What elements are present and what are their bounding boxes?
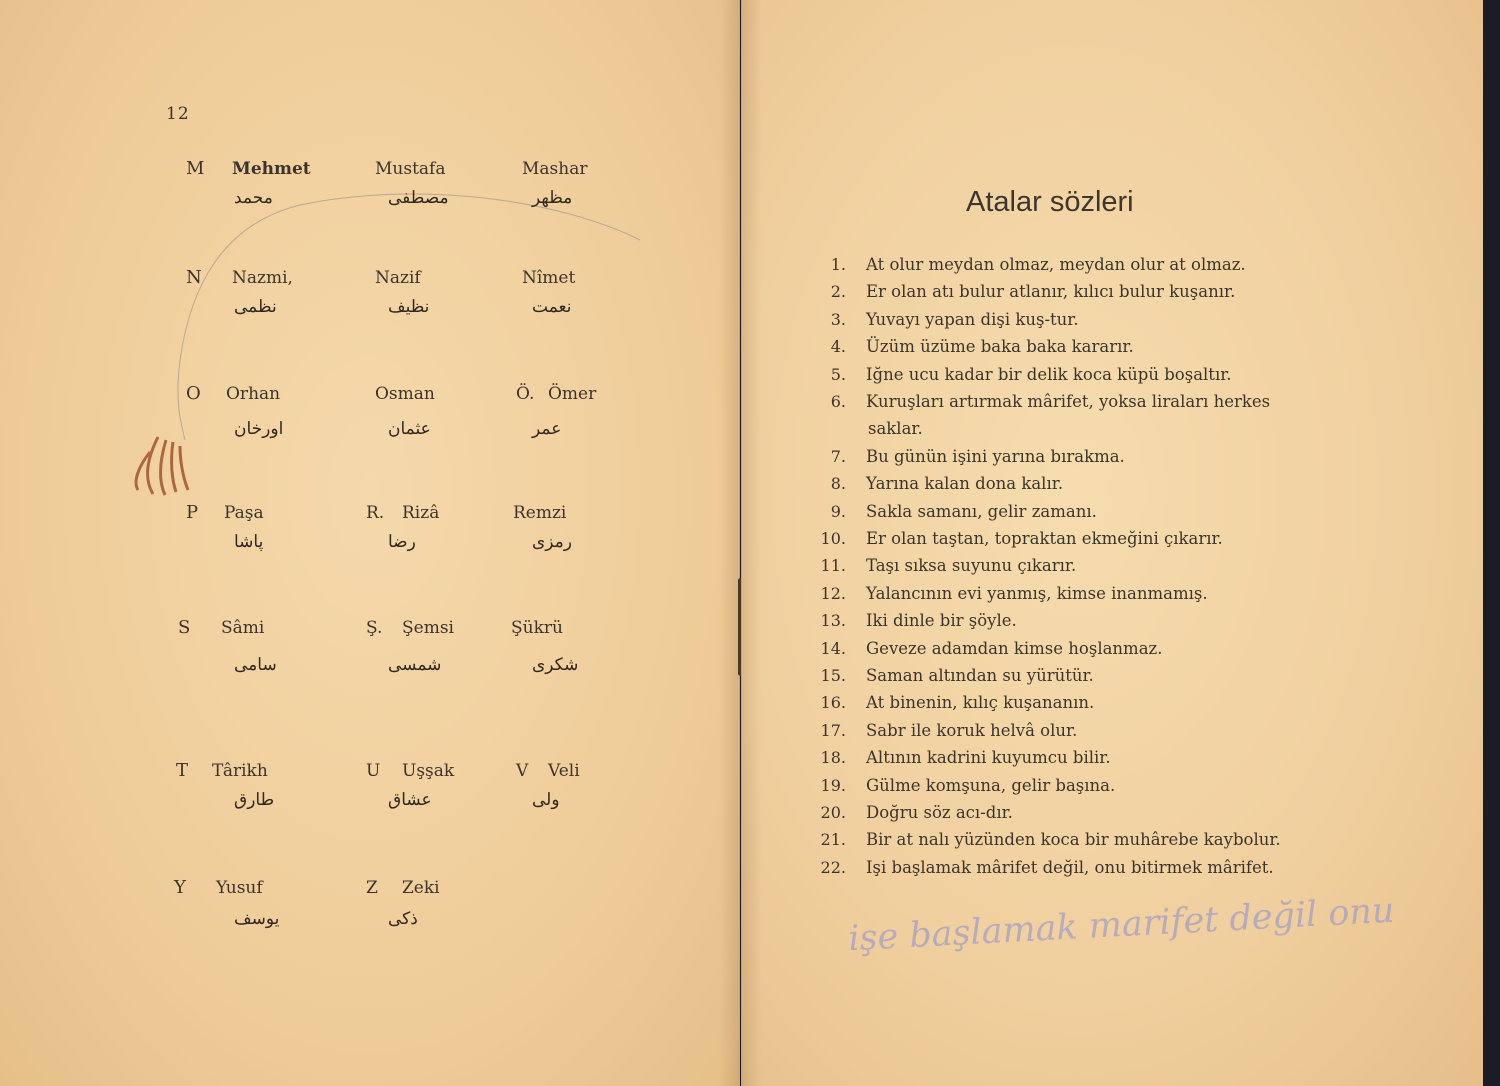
latin-name: Şemsi bbox=[402, 618, 454, 638]
proverb-text: Gülme komşuna, gelir başına. bbox=[866, 775, 1116, 795]
arabic-name: نظيف bbox=[388, 297, 430, 317]
proverb-number: 13. bbox=[820, 611, 846, 631]
latin-name: Ömer bbox=[548, 384, 597, 404]
proverb-text: Iki dinle bir şöyle. bbox=[866, 611, 1017, 631]
latin-name: Paşa bbox=[224, 503, 264, 523]
proverb-text: Er olan taştan, topraktan ekmeğini çıkarır. bbox=[866, 529, 1223, 548]
latin-name: Orhan bbox=[226, 384, 281, 404]
proverb-text: Geveze adamdan kimse hoşlanmaz. bbox=[866, 638, 1163, 658]
gutter-shadow-right bbox=[742, 0, 762, 1086]
proverb-text: Yalancının evi yanmış, kimse inanmamış. bbox=[866, 583, 1208, 603]
latin-name: Şükrü bbox=[511, 618, 563, 638]
latin-name: Mustafa bbox=[375, 159, 446, 179]
left-page bbox=[0, 0, 740, 1086]
proverb-number: 15. bbox=[820, 666, 846, 685]
proverb-number: 17. bbox=[820, 720, 846, 740]
proverb-text: Üzüm üzüme baka baka kararır. bbox=[866, 337, 1134, 357]
proverb-text: Saman altından su yürütür. bbox=[866, 666, 1094, 685]
background-edge bbox=[1483, 0, 1500, 1086]
proverb-text: Sabr ile koruk helvâ olur. bbox=[866, 720, 1078, 740]
latin-name: Mashar bbox=[522, 159, 588, 179]
proverb-text: Er olan atı bulur atlanır, kılıcı bulur kuşanır. bbox=[866, 282, 1236, 302]
page-title: Atalar sözleri bbox=[966, 186, 1134, 218]
proverb-number: 22. bbox=[820, 857, 846, 877]
latin-name: Nazif bbox=[375, 268, 421, 288]
proverb-number: 9. bbox=[830, 501, 846, 521]
name-prefix: Z bbox=[366, 878, 378, 898]
arabic-name: عشاق bbox=[388, 790, 432, 810]
proverb-text: Bu günün işini yarına bırakma. bbox=[866, 446, 1125, 466]
arabic-name: مظهر bbox=[532, 188, 573, 208]
proverb-text: Yuvayı yapan dişi kuş-tur. bbox=[866, 309, 1079, 329]
arabic-name: طارق bbox=[234, 790, 275, 810]
proverb-text: Kuruşları artırmak mârifet, yoksa liraları herkes bbox=[866, 392, 1271, 411]
ink-smudge bbox=[118, 432, 208, 502]
name-prefix: R. bbox=[366, 503, 385, 523]
latin-name: Veli bbox=[548, 761, 580, 781]
proverb-number: 4. bbox=[830, 337, 846, 357]
handwritten-pencil-note: işe başlamak marifet değil onu bbox=[847, 890, 1396, 960]
arabic-name: اورخان bbox=[234, 419, 284, 439]
proverb-number: 3. bbox=[830, 309, 846, 329]
arabic-name: رمزى bbox=[532, 532, 573, 552]
proverb-text: At binenin, kılıç kuşananın. bbox=[866, 693, 1095, 713]
alphabet-letter: T bbox=[176, 760, 189, 781]
name-prefix: Ö. bbox=[516, 384, 535, 404]
proverb-text: saklar. bbox=[868, 419, 923, 439]
arabic-name: پاشا bbox=[234, 532, 264, 552]
arabic-name: رضا bbox=[388, 532, 416, 552]
latin-name: Mehmet bbox=[232, 159, 311, 179]
arabic-name: ذكى bbox=[388, 909, 418, 929]
proverb-number: 1. bbox=[830, 255, 846, 274]
proverb-text: Yarına kalan dona kalır. bbox=[866, 474, 1064, 494]
arabic-name: شكرى bbox=[532, 655, 579, 675]
alphabet-letter: Y bbox=[174, 877, 186, 898]
proverb-number: 14. bbox=[820, 638, 846, 658]
alphabet-letter: S bbox=[178, 617, 191, 638]
proverb-text: At olur meydan olmaz, meydan olur at olmaz. bbox=[866, 255, 1246, 274]
latin-name: Osman bbox=[375, 384, 435, 404]
proverb-number: 8. bbox=[830, 474, 846, 494]
proverb-text: Doğru söz acı-dır. bbox=[866, 803, 1013, 822]
pencil-scribble-line bbox=[0, 0, 740, 1086]
proverb-text: Sakla samanı, gelir zamanı. bbox=[866, 501, 1097, 521]
alphabet-letter: M bbox=[186, 158, 205, 179]
proverb-number: 19. bbox=[820, 775, 846, 795]
proverb-text: Iğne ucu kadar bir delik koca küpü boşaltır. bbox=[866, 364, 1232, 384]
latin-name: Uşşak bbox=[402, 761, 455, 781]
proverb-text: Altının kadrini kuyumcu bilir. bbox=[866, 748, 1111, 768]
alphabet-letter: N bbox=[186, 267, 202, 288]
proverb-number: 16. bbox=[820, 693, 846, 713]
arabic-name: مصطفى bbox=[388, 188, 449, 208]
arabic-name: ولى bbox=[532, 790, 560, 810]
latin-name: Târikh bbox=[212, 761, 268, 781]
alphabet-letter: O bbox=[186, 383, 201, 404]
latin-name: Nîmet bbox=[522, 268, 576, 288]
proverb-number: 7. bbox=[830, 446, 846, 466]
arabic-name: محمد bbox=[234, 188, 273, 208]
latin-name: Nazmi, bbox=[232, 268, 293, 288]
proverb-text: Işi başlamak mârifet değil, onu bitirmek mârifet. bbox=[866, 857, 1274, 877]
arabic-name: نظمى bbox=[234, 297, 277, 317]
latin-name: Rizâ bbox=[402, 503, 440, 523]
alphabet-letter: P bbox=[186, 502, 199, 523]
arabic-name: سامى bbox=[234, 655, 277, 675]
proverb-number: 5. bbox=[830, 364, 846, 384]
arabic-name: عثمان bbox=[388, 419, 431, 439]
proverb-number: 20. bbox=[820, 803, 846, 822]
proverb-number: 11. bbox=[820, 556, 846, 576]
page-number: 12 bbox=[166, 104, 190, 124]
proverb-text: Taşı sıksa suyunu çıkarır. bbox=[866, 556, 1077, 576]
arabic-name: نعمت bbox=[532, 297, 572, 317]
arabic-name: شمسى bbox=[388, 655, 442, 675]
name-prefix: Ş. bbox=[366, 618, 383, 638]
latin-name: Yusuf bbox=[216, 878, 263, 898]
proverb-text: Bir at nalı yüzünden koca bir muhârebe kaybolur. bbox=[866, 830, 1281, 850]
proverb-number: 21. bbox=[820, 830, 846, 850]
latin-name: Remzi bbox=[513, 503, 567, 523]
name-prefix: V bbox=[516, 761, 529, 781]
latin-name: Zeki bbox=[402, 878, 440, 898]
proverb-number: 10. bbox=[820, 529, 846, 548]
proverb-number: 6. bbox=[830, 392, 846, 411]
name-prefix: U bbox=[366, 761, 381, 781]
arabic-name: عمر bbox=[532, 419, 562, 439]
proverb-number: 12. bbox=[820, 583, 846, 603]
proverb-number: 18. bbox=[820, 748, 846, 768]
arabic-name: يوسف bbox=[234, 909, 280, 929]
latin-name: Sâmi bbox=[221, 618, 265, 638]
proverb-number: 2. bbox=[830, 282, 846, 302]
